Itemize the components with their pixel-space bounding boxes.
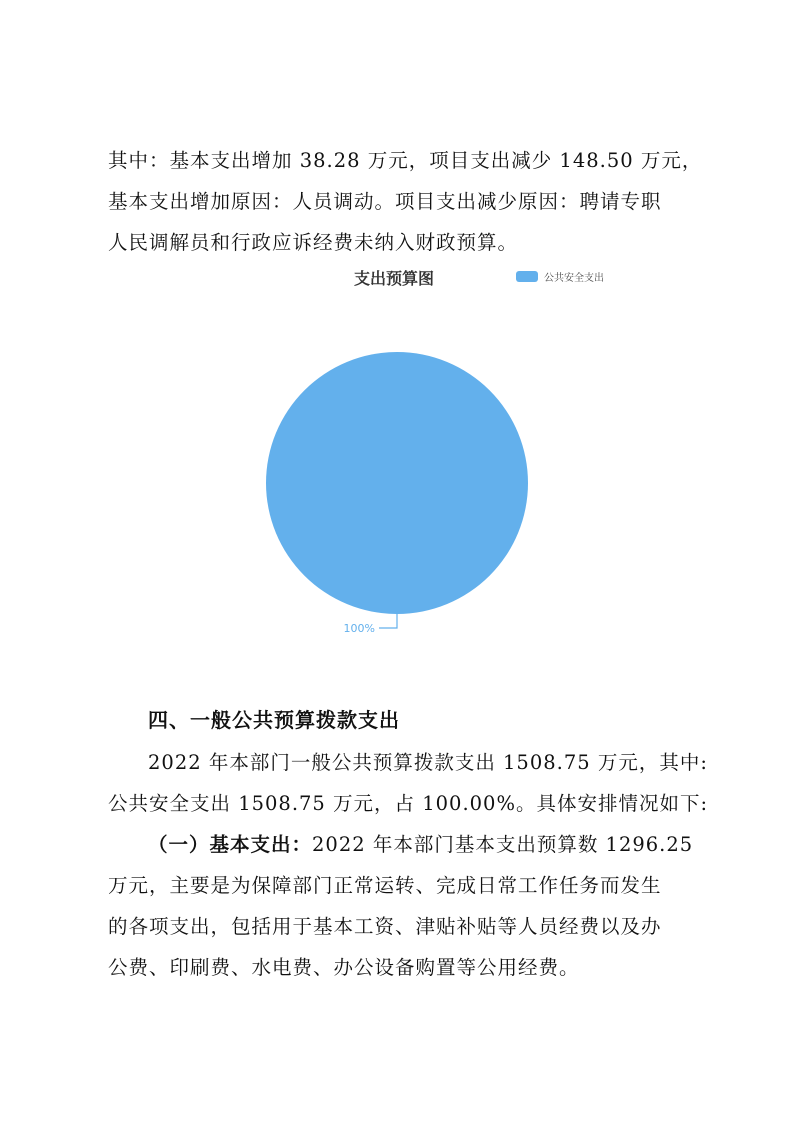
- intro-paragraph: [108, 140, 703, 263]
- subsection-text: 2022 年本部门基本支出预算数 1296.25: [312, 833, 694, 856]
- intro-line: 其中：基本支出增加 38.28 万元，项目支出减少 148.50 万元，: [108, 149, 703, 172]
- expense-pie-chart: [230, 262, 630, 642]
- subsection-line: 公费、印刷费、水电费、办公设备购置等公用经费。: [108, 956, 580, 979]
- subsection-first-line: [108, 824, 698, 865]
- section4-line: 公共安全支出 1508.75 万元，占 100.00%。具体安排情况如下:: [108, 792, 709, 815]
- intro-line: 人民调解员和行政应诉经费未纳入财政预算。: [108, 231, 519, 254]
- section4-line: 2022 年本部门一般公共预算拨款支出 1508.75 万元，其中:: [148, 751, 708, 774]
- legend-label: 公共安全支出: [544, 273, 604, 284]
- subsection-line: 万元，主要是为保障部门正常运转、完成日常工作任务而发生: [108, 874, 662, 897]
- pie-slice: [266, 352, 528, 614]
- subsection-line: 的各项支出，包括用于基本工资、津贴补贴等人员经费以及办: [108, 915, 662, 938]
- section4-paragraph: [108, 742, 709, 988]
- pie-canvas: [230, 262, 630, 642]
- section-heading: 四、一般公共预算拨款支出: [148, 708, 400, 732]
- pie-leader-line: [379, 614, 397, 628]
- chart-title: 支出预算图: [354, 269, 435, 288]
- pie-data-label: 100%: [343, 622, 375, 635]
- subsection-label: （一）基本支出：: [148, 833, 313, 856]
- intro-line: 基本支出增加原因：人员调动。项目支出减少原因：聘请专职: [108, 190, 662, 213]
